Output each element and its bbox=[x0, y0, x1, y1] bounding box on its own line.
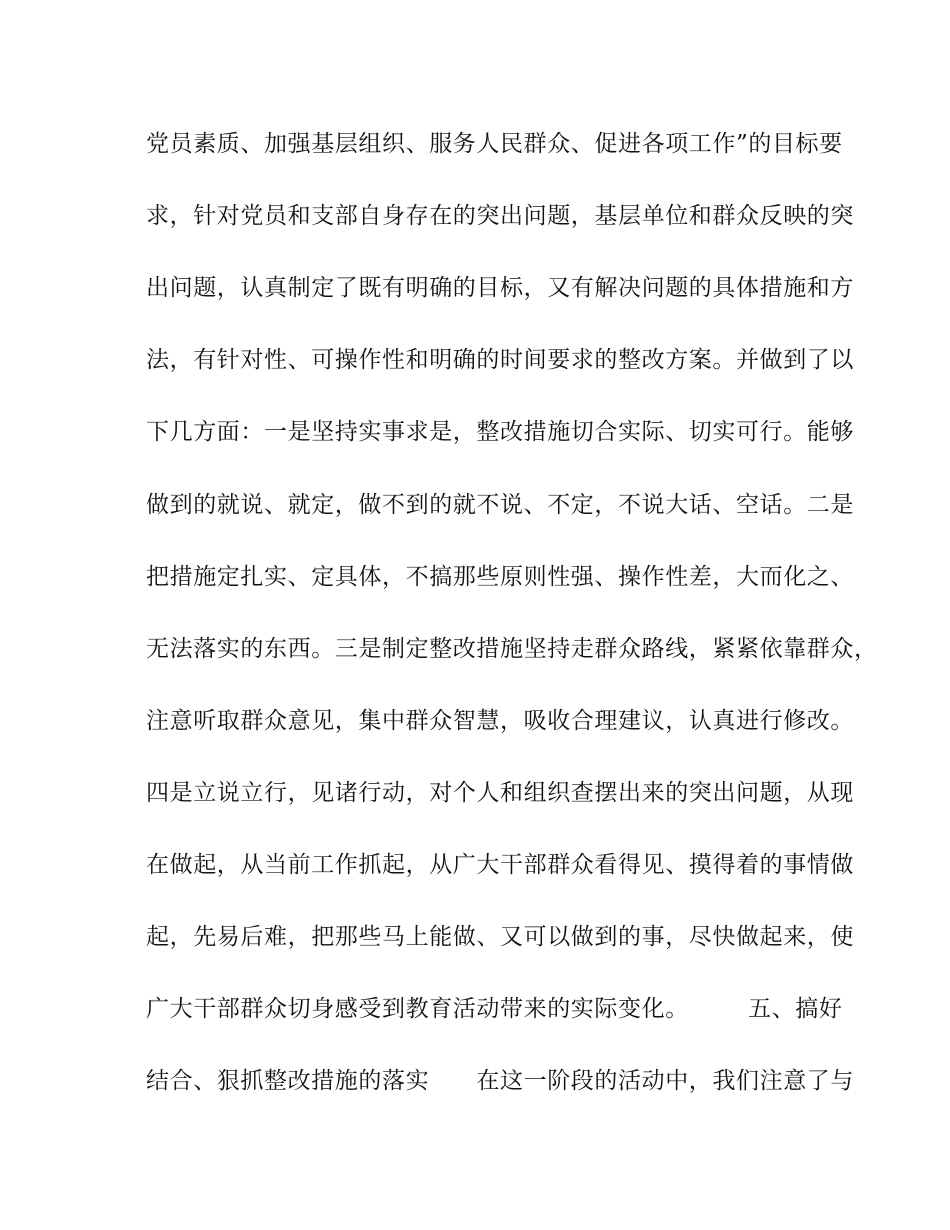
text-line: 求，针对党员和支部自身存在的突出问题，基层单位和群众反映的突 bbox=[146, 203, 854, 229]
text-line: 结合、狠抓整改措施的落实 在这一阶段的活动中，我们注意了与 bbox=[146, 1068, 854, 1094]
text-line: 下几方面：一是坚持实事求是，整改措施切合实际、切实可行。能够 bbox=[146, 419, 854, 445]
text-line: 四是立说立行，见诸行动，对个人和组织查摆出来的突出问题，从现 bbox=[146, 780, 854, 806]
text-line: 无法落实的东西。三是制定整改措施坚持走群众路线，紧紧依靠群众， bbox=[146, 636, 878, 662]
text-line: 在做起，从当前工作抓起，从广大干部群众看得见、摸得着的事情做 bbox=[146, 852, 854, 878]
text-line: 起，先易后难，把那些马上能做、又可以做到的事，尽快做起来，使 bbox=[146, 924, 854, 950]
text-line: 出问题，认真制定了既有明确的目标，又有解决问题的具体措施和方 bbox=[146, 275, 854, 301]
text-line: 注意听取群众意见，集中群众智慧，吸收合理建议，认真进行修改。 bbox=[146, 708, 854, 734]
text-line: 法，有针对性、可操作性和明确的时间要求的整改方案。并做到了以 bbox=[146, 347, 854, 373]
text-line: 党员素质、加强基层组织、服务人民群众、促进各项工作”的目标要 bbox=[146, 131, 843, 157]
text-line: 广大干部群众切身感受到教育活动带来的实际变化。 五、搞好 bbox=[146, 996, 843, 1022]
text-line: 做到的就说、就定，做不到的就不说、不定，不说大话、空话。二是 bbox=[146, 492, 854, 518]
text-line: 把措施定扎实、定具体，不搞那些原则性强、操作性差，大而化之、 bbox=[146, 564, 854, 590]
